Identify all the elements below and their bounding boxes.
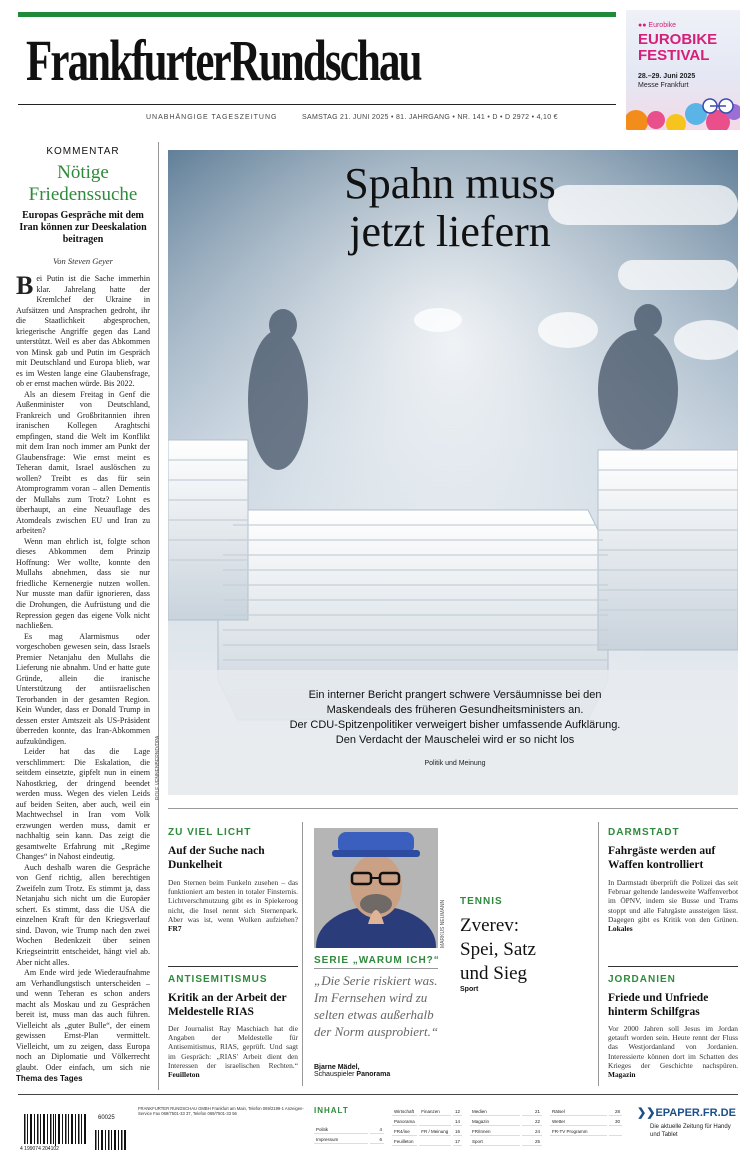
jordanien-headline[interactable]: Friede und Unfriede hinterm Schilfgras bbox=[608, 992, 709, 1018]
column-rule-left bbox=[158, 142, 159, 1090]
kommentar-ref[interactable]: Thema des Tages bbox=[16, 1074, 83, 1083]
hero-photo-credit: ROLF VENNENBERND/DPA bbox=[155, 735, 161, 800]
publisher-info: FRANKFURTER RUNDSCHAU GMBH Frankfurt am Main, Telefon 069/2199-1 Anzeigen-Service Fax 069/7501-33 37, Telefon 069/7501-33 56 bbox=[138, 1106, 304, 1117]
issue-barcode bbox=[94, 1124, 128, 1152]
kommentar-label: KOMMENTAR bbox=[46, 146, 120, 157]
arrow-icon: ❯❯ bbox=[637, 1107, 656, 1119]
tennis-label: TENNIS bbox=[460, 896, 503, 907]
darmstadt-headline[interactable]: Fahrgäste werden auf Waffen kontrolliert bbox=[608, 845, 716, 871]
top-accent-bar bbox=[18, 12, 616, 17]
antisemitismus-headline[interactable]: Kritik an der Arbeit der Meldestelle RIAS bbox=[168, 992, 287, 1018]
kommentar-body bbox=[16, 274, 150, 1074]
kommentar-paragraph: ei Putin ist die Sache immerhin klar. Jahrelang hatte der Kremlchef der Ukraine in Aufsätzen und Ansprachen gedroht, ihr die Staatlichkeit abgesprochen, kriegerische Angriffe gegen das Land unterstützt. Weil es aber das Abkommen von Minsk gab und Putin im Gespräch mit Deutschland und Europa blieb, war es im Westen lange eine Glaubensfrage, ob er ernst machen würde. Bis 2022. bbox=[16, 274, 150, 389]
section-rule bbox=[168, 966, 298, 967]
antisemitismus-ref[interactable]: Feuilleton bbox=[168, 1070, 200, 1080]
zu-viel-licht-headline[interactable]: Auf der Suche nach Dunkelheit bbox=[168, 845, 265, 871]
jordanien-ref[interactable]: Magazin bbox=[608, 1070, 636, 1080]
inhalt-row: Rätsel 28 bbox=[552, 1109, 620, 1114]
kommentar-paragraph: Es mag Alarmismus oder vorgeschoben gewesen sein, dass Israels Premier Netanjahu den Mullahs die Lieferung nie abnahm. Und er hatte gute Gründe, allein die iranische Unterstützung der antiisraelischen Terorbanden in der gesamten Region. Kein Wunder, dass er Donald Trump in dessen erster Amtszeit als US-Präsident überreden konnte, das Iran-Abkommen aufzukündigen. bbox=[16, 631, 150, 746]
hero-headline[interactable]: Spahn muss jetzt liefern bbox=[344, 159, 556, 256]
ad-graphic bbox=[626, 92, 740, 130]
kommentar-paragraph: Am Ende wird jede Wiederaufnahme am Verhandlungstisch unterscheiden – und wenn Teheran es schon anders macht als Moskau und zu Gesprächen bereit ist, muss man das auch führen. Vielleicht als „guter Bulle“, der einem gewissen Ernst-Plan vermittelt. Vielleicht, um zu zeigen, dass Europa noch an Diplomatie und Völkerrecht glaubt. Oder einfach, um sich nie bbox=[16, 968, 150, 1072]
inhalt-row: Impressum 6 bbox=[316, 1137, 382, 1142]
inhalt-row: FR4/ine FR / Meinung 16 bbox=[394, 1129, 460, 1134]
barcode-number: 4 199074 204102 bbox=[20, 1146, 59, 1152]
hero-section-ref[interactable]: Politik und Meinung bbox=[424, 760, 486, 767]
antisemitismus-body: Der Journalist Ray Maschiach hat die Angaben der Meldestelle für Antisemitismus, RIAS, geprüft. Und sagt im Gespräch: „RIAS' Arbeit dient den Interessen der israelischen Rechten.“ Feuilleton bbox=[168, 1024, 298, 1080]
inhalt-row: Wetter 30 bbox=[552, 1119, 620, 1124]
column-rule bbox=[302, 822, 303, 1086]
zu-viel-licht-ref[interactable]: FR7 bbox=[168, 924, 182, 934]
eurobike-ad[interactable] bbox=[626, 10, 740, 130]
darmstadt-ref[interactable]: Lokales bbox=[608, 924, 633, 934]
section-rule bbox=[608, 966, 738, 967]
inhalt-row: Wirtschaft Finanzen 12 bbox=[394, 1109, 460, 1114]
kommentar-paragraph: Auch deshalb waren die Gespräche von Genf richtig, allen berechtigen Zweifeln zum Trotz. Es stimmt ja, dass Netanjahu sich nicht um die Europäer schert. Es stimmt, dass die USA die einzelnen Kraft für den Kriegsverlauf sind. Davon, wie Trump nach den zwei Wochen Bedenkzeit über seinen Kriegseintritt entscheidet, hängt viel ab. Aber nicht alles. bbox=[16, 862, 150, 967]
portrait-photo-credit: MARKUS NEUMANN bbox=[440, 899, 446, 948]
epaper-link[interactable]: ❯❯EPAPER.FR.DE bbox=[637, 1107, 736, 1119]
inhalt-col-1 bbox=[312, 1124, 386, 1146]
ad-title: EUROBIKE FESTIVAL bbox=[638, 31, 718, 64]
tennis-headline[interactable]: Zverev: Spei, Satz und Sieg bbox=[460, 915, 536, 984]
inhalt-row: FR-TV Programm bbox=[550, 1128, 622, 1136]
epaper-subtext: Die aktuelle Zeitung für Handy und Tablet bbox=[650, 1124, 731, 1138]
zu-viel-licht-label: ZU VIEL LICHT bbox=[168, 827, 252, 838]
ad-kicker: ●● Eurobike bbox=[638, 22, 677, 29]
tennis-ref[interactable]: Sport bbox=[460, 986, 479, 993]
inhalt-row: Politik 4 bbox=[316, 1127, 382, 1132]
antisemitismus-label: ANTISEMITISMUS bbox=[168, 974, 268, 985]
serie-label: SERIE „WARUM ICH?“ bbox=[314, 955, 440, 966]
inhalt-row: Medien 21 bbox=[472, 1109, 540, 1114]
ad-date: 28.–29. Juni 2025 Messe Frankfurt bbox=[638, 73, 696, 89]
section-rule bbox=[314, 968, 438, 969]
darmstadt-body: In Darmstadt überprüft die Polizei das seit Februar geltende landesweite Waffenverbot im ÖPNV, indem sie Busse und Trams stoppt und alle Fahrgäste aussteigen lässt. Dagegen gibt es Kritik von den Grünen. Lokales bbox=[608, 878, 738, 934]
portrait-bjarne-maedel[interactable] bbox=[314, 828, 438, 948]
inhalt-row: Feuilleton 17 bbox=[394, 1139, 460, 1144]
inhalt-row: FR/Innen 24 bbox=[472, 1129, 540, 1134]
zu-viel-licht-body: Den Sternen beim Funkeln zusehen – das funktioniert am besten in totaler Finsternis. Lichtverschmutzung gibt es in Spiekeroog nicht, die Insel nennt sich Sternenpark. Aber was ist, wenn Wolken aufziehen? FR7 bbox=[168, 878, 298, 934]
jordanien-label: JORDANIEN bbox=[608, 974, 676, 985]
serie-quote[interactable]: „Die Serie riskiert was. Im Fernsehen wird zu selten etwas außerhalb der Norm ausprobiert.“ bbox=[314, 973, 439, 1039]
inhalt-col-4 bbox=[548, 1106, 624, 1138]
masthead-edition: SAMSTAG 21. JUNI 2025 • 81. JAHRGANG • NR. 141 • D • D 2972 • 4,10 € bbox=[302, 114, 558, 121]
serie-ref[interactable]: Panorama bbox=[356, 1071, 391, 1078]
inhalt-label: INHALT bbox=[314, 1106, 349, 1115]
footer-rule bbox=[18, 1094, 738, 1095]
barcode-issue: 60025 bbox=[98, 1115, 115, 1121]
inhalt-row: Panorama 14 bbox=[394, 1119, 460, 1124]
kommentar-byline: Von Steven Geyer bbox=[53, 256, 113, 266]
hero-bottom-rule bbox=[168, 808, 738, 809]
hero-caption: Ein interner Bericht prangert schwere Versäumnisse bei den Maskendeals des früheren Gesundheitsministers an. Der CDU-Spitzenpolitiker verweigert bisher umfassende Aufklärung. Den Verdacht der Mauschelei wird er so nicht los bbox=[289, 689, 621, 746]
serie-author: Bjarne Mädel, Schauspieler Panorama bbox=[314, 1064, 391, 1078]
kommentar-subhead: Europas Gespräche mit dem Iran können zur Deeskalation beitragen bbox=[19, 210, 147, 245]
inhalt-col-2 bbox=[390, 1106, 464, 1148]
inhalt-row: Sport 25 bbox=[472, 1139, 540, 1144]
kommentar-paragraph: Als an diesem Freitag in Genf die Außenminister von Deutschland, Frankreich und Großbritannien ihren iranischen Kollegen Araghtschi empfingen, stand die Welt im Konflikt mit dem Iran noch immer am Punkt der Glaubensfrage: Wie ernst meint es Teheran damit, Israel auslöschen zu wollen? Treibt es das für sein Atomprogramm voran – allen Dementis der Mullahs zum Trotz? Lohnt es überhaupt, an eine Neuauflage des Atomdeals zwischen EU und Iran zu arbeiten? bbox=[16, 389, 150, 536]
kommentar-paragraph: Leider hat das die Lage verschlimmert: Die Eskalation, die seitdem einsetzte, gipfelt nun in einem Nahostkrieg, der dringend beendet werden muss. Wegen des vielen Leids auf beiden Seiten, aber auch, weil ein Machtwechsel in Iran vom Volk erzwungen werden muss, damit er nachhaltig sein kann. Das zeigt die gesamtwelte Erfahrung mit „Regime Changes“ in Nahost eindeutig. bbox=[16, 747, 150, 862]
masthead-rule bbox=[18, 104, 616, 105]
inhalt-row: Magazin 22 bbox=[472, 1119, 540, 1124]
kommentar-paragraph: Wenn man ehrlich ist, folgte schon dieses Abkommen dem Prinzip Hoffnung: Wer wollte, konnte den Mullahs abnehmen, dass sie nur friedliche Kernenergie nutzen wollen. Nur musste man dafür ignorieren, dass die Drohungen, die Aufrüstung und die Repression gegen das eigene Volk nicht nachließen. bbox=[16, 536, 150, 631]
kommentar-headline[interactable]: Nötige Friedenssuche bbox=[28, 162, 138, 205]
jordanien-body: Vor 2000 Jahren soll Jesus im Jordan getauft worden sein. Heute rennt der Fluss das Westjordanland von Jordanien. Interessierte können dort im Schatten des Krieges der Geschichte nachspüren. Magazin bbox=[608, 1024, 738, 1080]
masthead-tagline: UNABHÄNGIGE TAGESZEITUNG bbox=[146, 114, 278, 121]
darmstadt-label: DARMSTADT bbox=[608, 827, 680, 838]
inhalt-col-3 bbox=[468, 1106, 544, 1148]
drop-cap: B bbox=[16, 274, 34, 300]
masthead-title[interactable]: FrankfurterRundschau bbox=[26, 28, 421, 93]
